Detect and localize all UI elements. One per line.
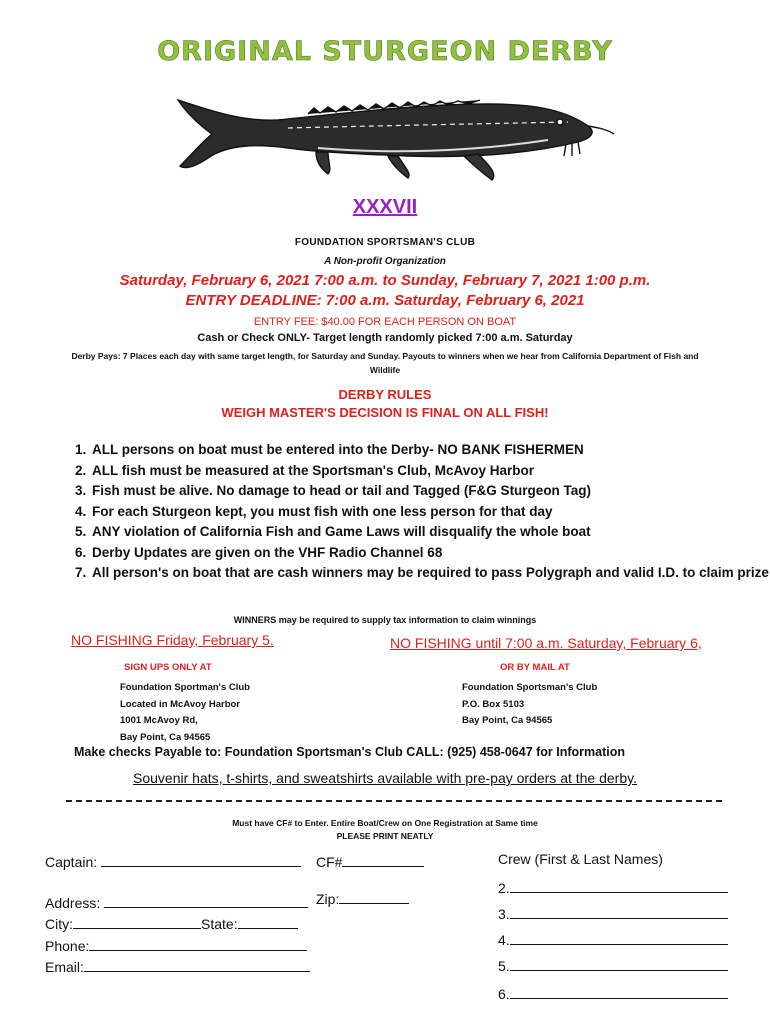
derby-dates: Saturday, February 6, 2021 7:00 a.m. to Sunday, February 7, 2021 1:00 p.m. bbox=[119, 272, 651, 289]
zip-label: Zip: bbox=[316, 891, 340, 907]
sturgeon-illustration bbox=[168, 78, 618, 188]
crew-heading: Crew (First & Last Names) bbox=[498, 851, 663, 867]
state-label: State: bbox=[201, 916, 238, 932]
crew-line[interactable] bbox=[510, 929, 728, 945]
cut-line bbox=[66, 800, 722, 802]
address-line: Bay Point, Ca 94565 bbox=[462, 715, 553, 726]
zip-line[interactable] bbox=[339, 888, 409, 904]
crew-field-4[interactable] bbox=[498, 929, 728, 948]
rules-list bbox=[44, 440, 770, 584]
crew-number: 3. bbox=[498, 906, 510, 922]
rules-heading: DERBY RULES bbox=[338, 387, 432, 402]
address-field[interactable] bbox=[45, 892, 308, 911]
address-label: Address: bbox=[45, 895, 101, 911]
souvenir-note: Souvenir hats, t-shirts, and sweatshirts available with pre-pay orders at the derby. bbox=[133, 770, 637, 786]
edition-number: XXXVII bbox=[352, 196, 418, 218]
mail-heading: OR BY MAIL AT bbox=[500, 662, 570, 673]
address-line-input[interactable] bbox=[104, 892, 308, 908]
address-line: P.O. Box 5103 bbox=[462, 698, 525, 710]
city-label: City: bbox=[45, 916, 73, 932]
crew-field-2[interactable] bbox=[498, 877, 728, 896]
city-line[interactable] bbox=[73, 913, 201, 929]
address-line: 1001 McAvoy Rd, bbox=[120, 715, 198, 726]
city-state-field[interactable] bbox=[45, 913, 298, 932]
crew-field-5[interactable] bbox=[498, 955, 728, 974]
crew-field-3[interactable] bbox=[498, 903, 728, 922]
phone-field[interactable] bbox=[45, 935, 307, 954]
crew-line[interactable] bbox=[510, 877, 728, 893]
crew-number: 2. bbox=[498, 880, 510, 896]
crew-line[interactable] bbox=[510, 903, 728, 919]
print-neatly: PLEASE PRINT NEATLY bbox=[336, 831, 434, 841]
phone-line[interactable] bbox=[89, 935, 307, 951]
nonprofit-label: A Non-profit Organization bbox=[324, 256, 446, 267]
address-line: Located in McAvoy Harbor bbox=[120, 698, 241, 710]
email-line[interactable] bbox=[84, 956, 310, 972]
phone-label: Phone: bbox=[45, 938, 90, 954]
entry-fee: ENTRY FEE: $40.00 FOR EACH PERSON ON BOAT bbox=[253, 316, 517, 328]
no-fishing-friday: NO FISHING Friday, February 5. bbox=[71, 632, 274, 648]
crew-line[interactable] bbox=[510, 983, 728, 999]
captain-field[interactable] bbox=[45, 851, 301, 870]
payment-note: Cash or Check ONLY- Target length randomly picked 7:00 a.m. Saturday bbox=[197, 332, 573, 344]
rule-item: 3. Fish must be alive. No damage to head or tail and Tagged (F&G Sturgeon Tag) bbox=[90, 481, 770, 502]
address-line: Foundation Sportsman's Club bbox=[462, 682, 598, 693]
cf-line[interactable] bbox=[342, 851, 424, 867]
club-name: FOUNDATION SPORTSMAN'S CLUB bbox=[294, 237, 476, 248]
crew-number: 5. bbox=[498, 958, 510, 974]
rule-item: 6. Derby Updates are given on the VHF Radio Channel 68 bbox=[90, 543, 770, 564]
cf-field[interactable] bbox=[316, 851, 424, 870]
rule-item: 2. ALL fish must be measured at the Sportsman's Club, McAvoy Harbor bbox=[90, 461, 770, 482]
derby-title: ORIGINAL STURGEON DERBY bbox=[157, 36, 613, 67]
mail-address bbox=[462, 680, 597, 730]
derby-payout-note: Derby Pays: 7 Places each day with same target length, for Saturday and Sunday. Payouts to winners when we hear from California Department of Fish and Wildlife bbox=[71, 351, 699, 375]
email-field[interactable] bbox=[45, 956, 310, 975]
state-line[interactable] bbox=[238, 913, 298, 929]
captain-line[interactable] bbox=[101, 851, 301, 867]
crew-field-6[interactable] bbox=[498, 983, 728, 1002]
signup-address bbox=[120, 680, 250, 746]
zip-field[interactable] bbox=[316, 888, 409, 907]
address-line: Foundation Sportman's Club bbox=[120, 682, 250, 693]
cf-requirement: Must have CF# to Enter. Entire Boat/Crew on One Registration at Same time bbox=[232, 818, 538, 828]
entry-deadline: ENTRY DEADLINE: 7:00 a.m. Saturday, February 6, 2021 bbox=[185, 292, 585, 309]
crew-line[interactable] bbox=[510, 955, 728, 971]
rule-item: 1. ALL persons on boat must be entered into the Derby- NO BANK FISHERMEN bbox=[90, 440, 770, 461]
crew-number: 6. bbox=[498, 986, 510, 1002]
captain-label: Captain: bbox=[45, 854, 98, 870]
email-label: Email: bbox=[45, 959, 84, 975]
signup-heading: SIGN UPS ONLY AT bbox=[124, 662, 212, 673]
no-fishing-saturday: NO FISHING until 7:00 a.m. Saturday, February 6, bbox=[390, 635, 702, 651]
rule-item: 5. ANY violation of California Fish and Game Laws will disqualify the whole boat bbox=[90, 522, 770, 543]
address-line: Bay Point, Ca 94565 bbox=[120, 731, 211, 743]
rule-item: 4. For each Sturgeon kept, you must fish with one less person for that day bbox=[90, 502, 770, 523]
winners-note: WINNERS may be required to supply tax information to claim winnings bbox=[233, 615, 537, 625]
crew-number: 4. bbox=[498, 932, 510, 948]
cf-label: CF# bbox=[316, 854, 343, 870]
rules-subheading: WEIGH MASTER'S DECISION IS FINAL ON ALL FISH! bbox=[221, 405, 549, 420]
checks-payable-note: Make checks Payable to: Foundation Sportsman's Club CALL: (925) 458-0647 for Information bbox=[74, 745, 626, 759]
rule-item: 7. All person's on boat that are cash winners may be required to pass Polygraph and valid I.D. to claim prize bbox=[90, 563, 770, 584]
